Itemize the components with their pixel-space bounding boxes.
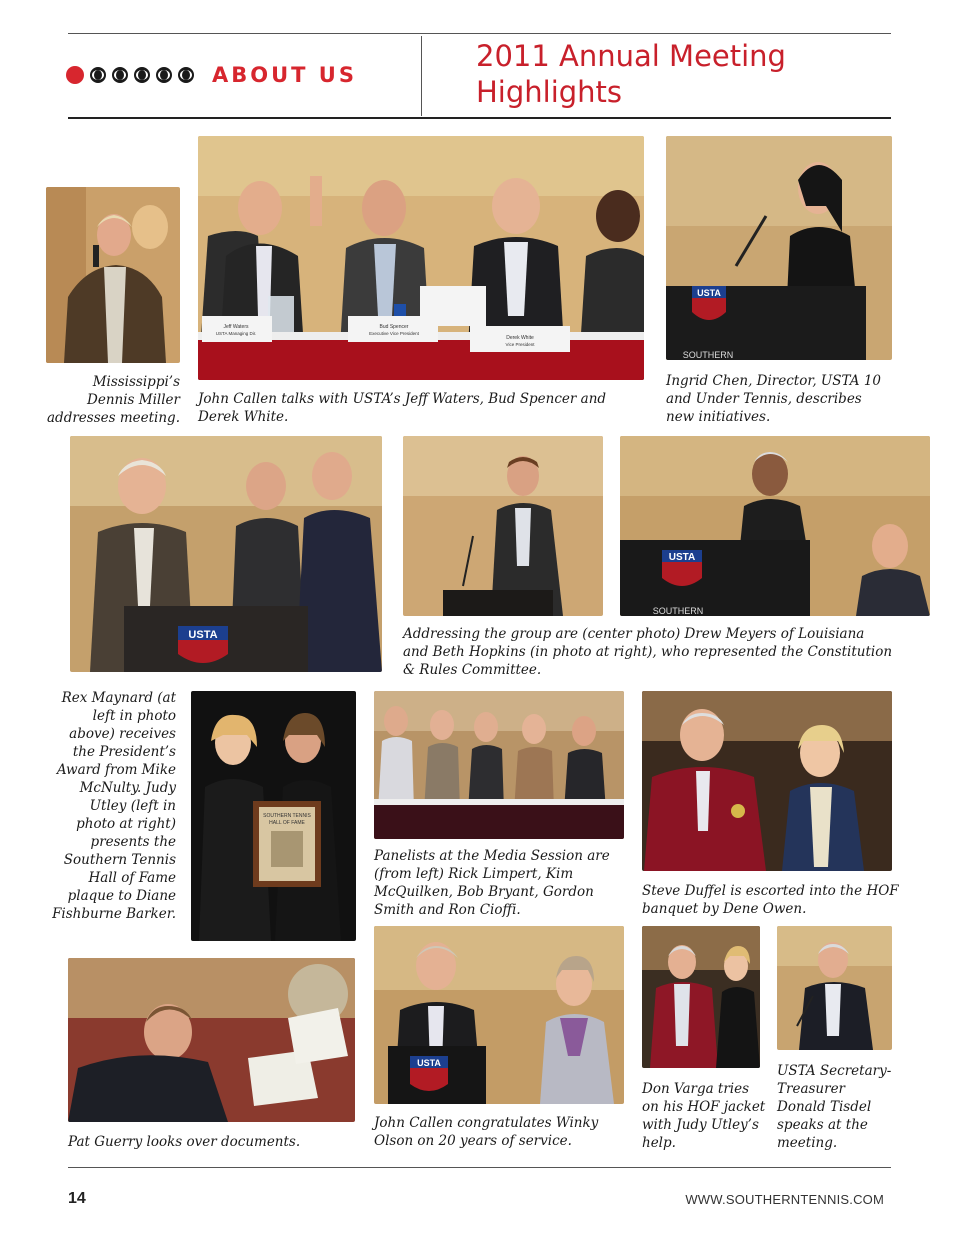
photo-beth-hopkins [620,436,930,616]
photo-don-varga [642,926,760,1068]
caption-pat-guerry: Pat Guerry looks over documents. [68,1134,301,1150]
plaque-text: HALL OF FAME [269,820,305,826]
website-url[interactable]: WWW.SOUTHERNTENNIS.COM [685,1192,884,1207]
usta-logo-text: USTA [417,1058,441,1068]
page-title [476,38,786,110]
page-title-line1: 2011 Annual Meeting [476,39,786,73]
photo-ingrid-chen [666,136,892,360]
header-bottom-rule [68,117,891,119]
photo-pat-guerry [68,958,355,1122]
tennis-ball-icon [178,67,194,83]
caption-donald-tisdel: USTA Secretary-Treasurer Donald Tisdel speaks at the meeting. [777,1063,892,1151]
page-number: 14 [68,1190,86,1207]
southern-text: SOUTHERN [652,606,704,616]
caption-don-varga: Don Varga tries on his HOF jacket with Judy Utley’s help. [642,1081,766,1151]
nameplate-text: Executive Vice President [369,331,419,336]
caption-winky-olson: John Callen congratulates Winky Olson on 20 years of service. [374,1115,599,1149]
plaque-text: SOUTHERN TENNIS [263,813,311,819]
photo-donald-tisdel [777,926,892,1050]
nameplate-text: Jeff Waters [223,324,249,330]
caption-ingrid-chen: Ingrid Chen, Director, USTA 10 and Under Tennis, describes new initiatives. [666,373,882,425]
caption-steve-duffel: Steve Duffel is escorted into the HOF banquet by Dene Owen. [642,883,899,917]
page-title-line2: Highlights [476,75,623,109]
nameplate-text: Derek White [506,335,534,341]
photo-drew-meyers [403,436,603,616]
caption-panelists: Panelists at the Media Session are (from left) Rick Limpert, Kim McQuilken, Bob Bryant, Gordon Smith and Ron Cioffi. [374,848,610,918]
photo-steve-duffel [642,691,892,871]
nameplate-text: USTA Managing Dir. [215,331,257,336]
photo-john-callen-table [198,136,644,380]
usta-logo-text: USTA [697,288,721,298]
southern-text: SOUTHERN [682,350,734,360]
section-label-text: ABOUT US [212,63,357,87]
caption-rex-maynard: Rex Maynard (at left in photo above) receives the President’s Award from Mike McNulty. Judy Utley (left in photo at right) presents the Southern Tennis Hall of Fame plaque to Diane Fishburne Barker. [52,690,176,922]
caption-dennis-miller: Mississippi’s Dennis Miller addresses meeting. [47,374,180,426]
nameplate-text: Bud Spencer [379,324,409,330]
usta-logo-text: USTA [668,552,696,563]
tennis-ball-icon [112,67,128,83]
photo-hof-plaque [191,691,356,941]
photo-dennis-miller [46,187,180,363]
caption-john-callen-talks: John Callen talks with USTA’s Jeff Waters, Bud Spencer and Derek White. [198,391,607,425]
header-divider [421,36,422,116]
tennis-ball-icon [134,67,150,83]
photo-panelists [374,691,624,839]
usta-logo-text: USTA [188,629,218,641]
photo-winky-olson [374,926,624,1104]
footer-rule [68,1167,891,1168]
header-top-rule [68,33,891,34]
tennis-ball-icon [90,67,106,83]
section-label [66,60,357,90]
tennis-ball-icon [156,67,172,83]
nameplate-text: Vice President [505,342,535,347]
red-dot-icon [66,66,84,84]
caption-addressing-group: Addressing the group are (center photo) Drew Meyers of Louisiana and Beth Hopkins (in photo at right), who represented the Constitution & Rules Committee. [403,626,893,678]
photo-rex-maynard [70,436,382,672]
